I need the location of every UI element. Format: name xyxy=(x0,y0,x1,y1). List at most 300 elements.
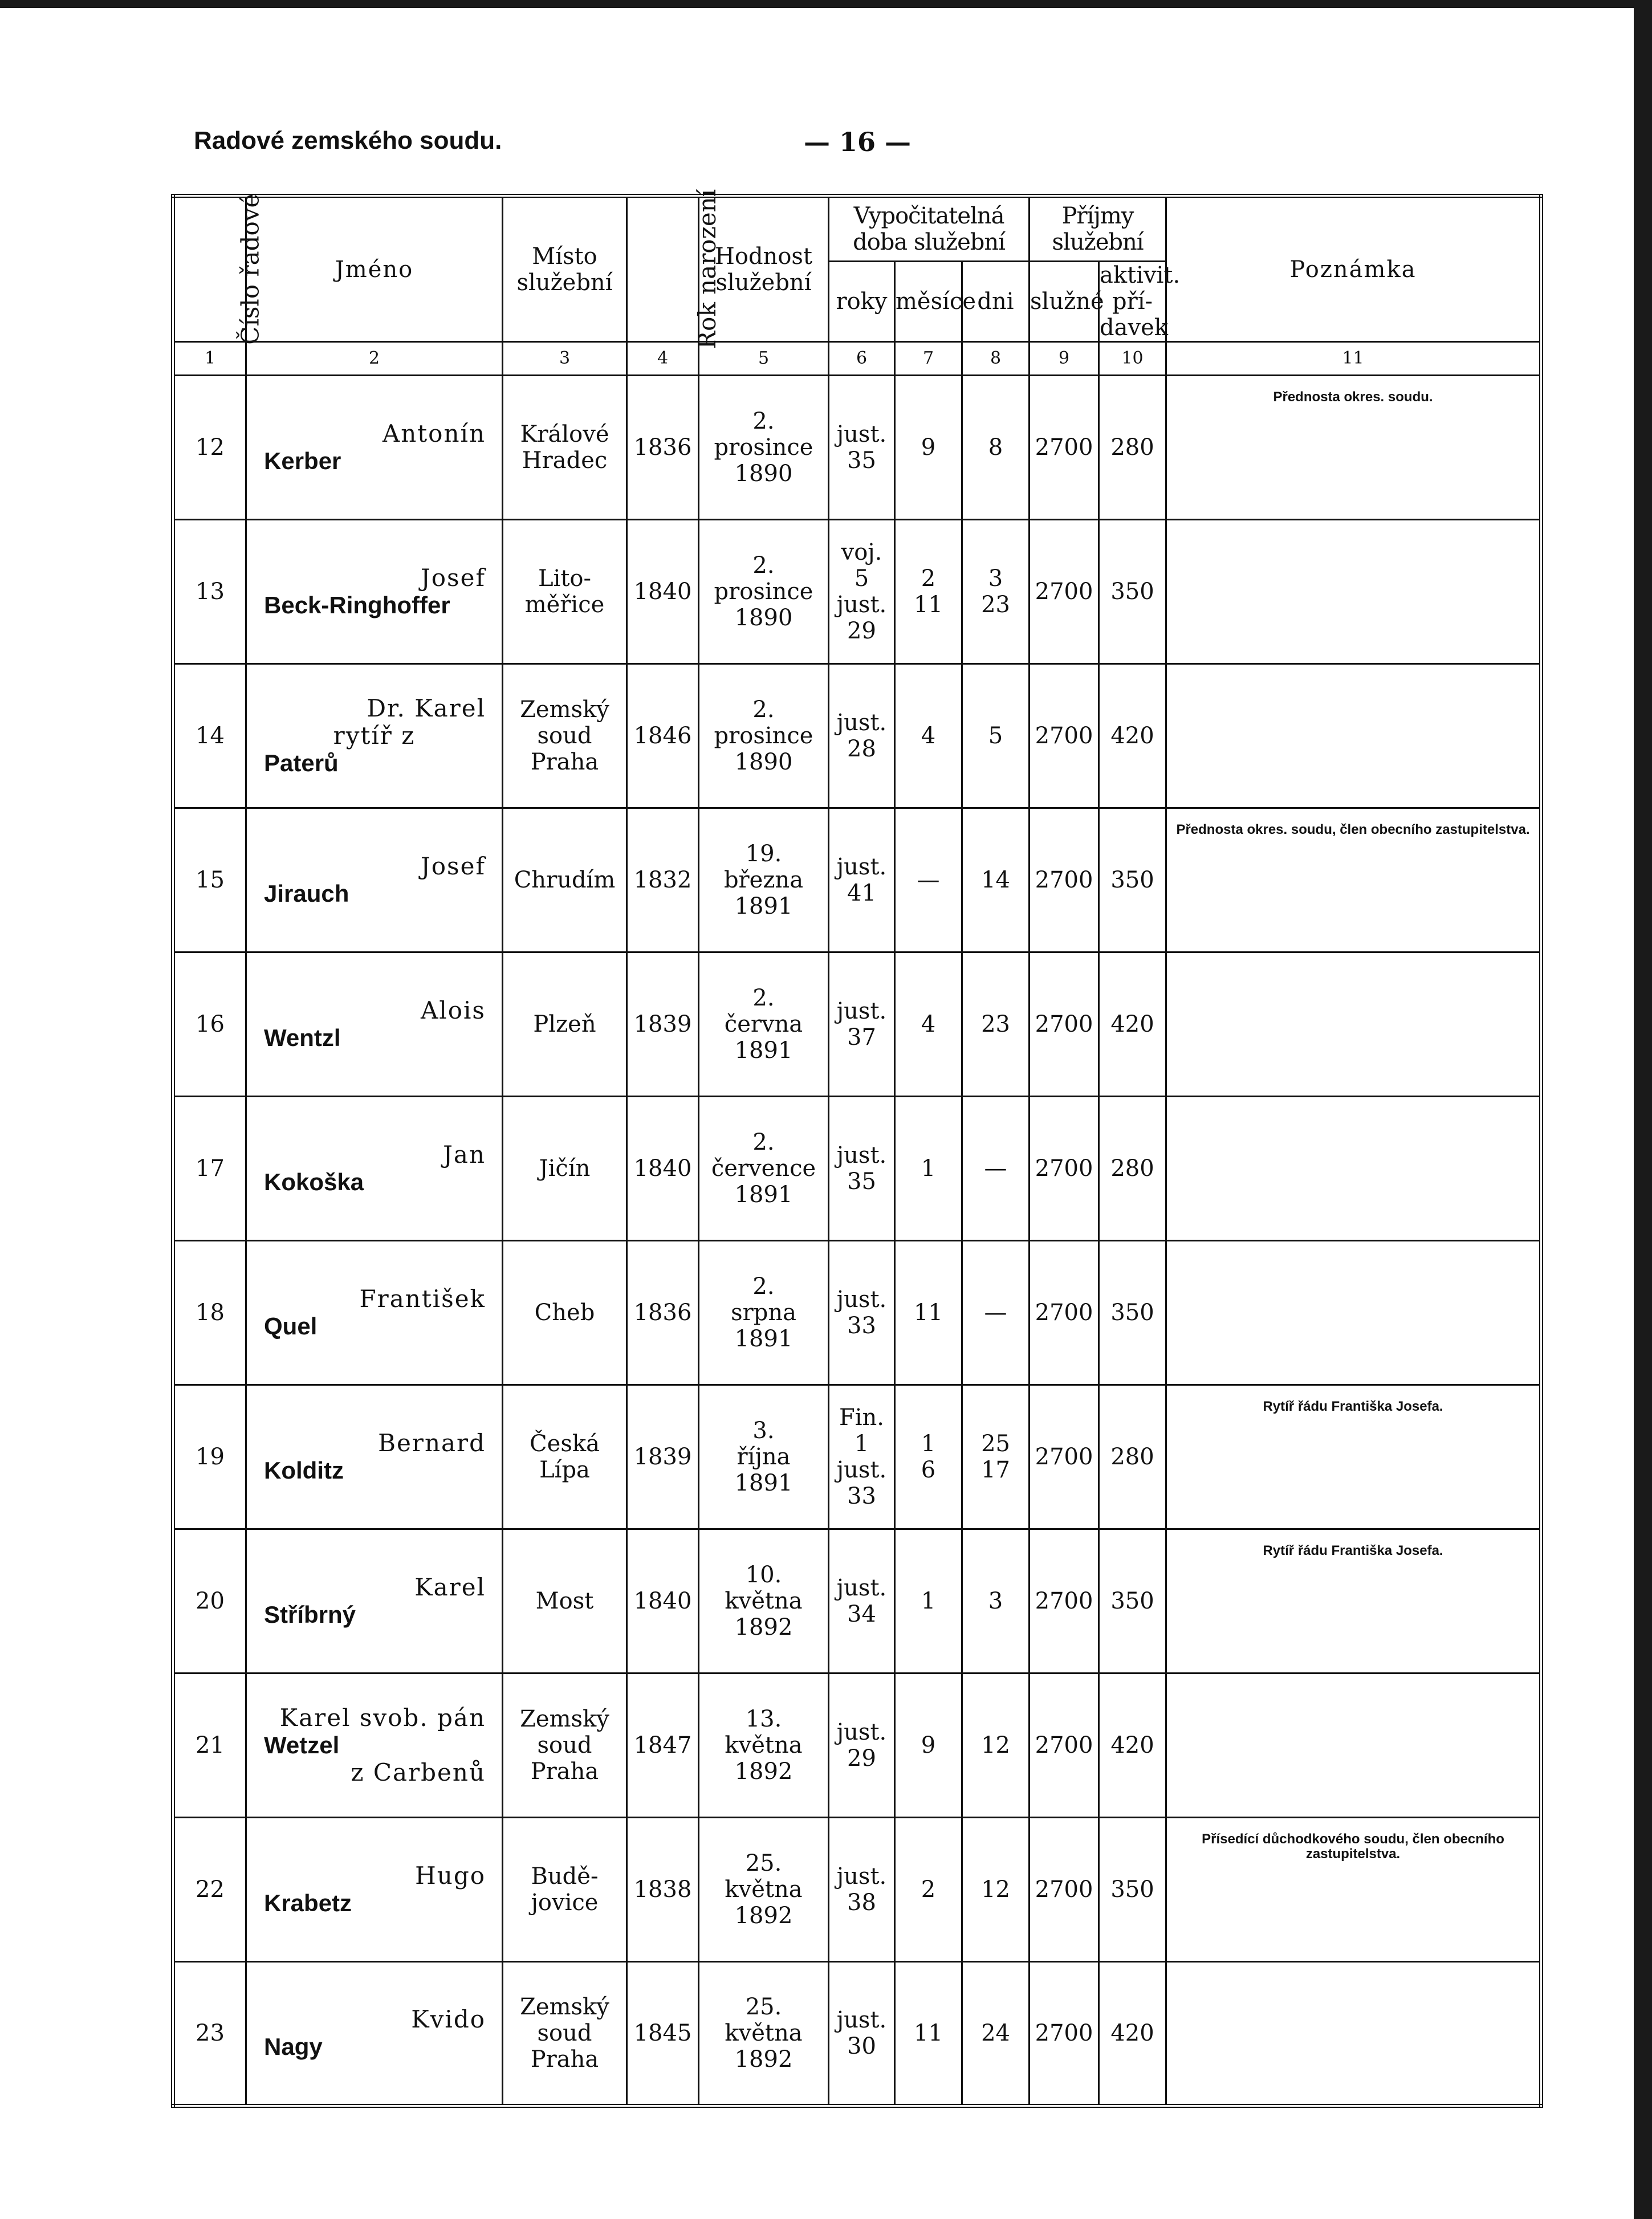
service-months-line: 4 xyxy=(921,1011,936,1037)
name-title: rytíř z xyxy=(333,721,416,750)
service-months xyxy=(895,520,962,664)
person-name xyxy=(246,1674,503,1818)
col-header-dni: dni xyxy=(962,262,1030,342)
service-years xyxy=(829,1962,895,2106)
birth-year: 1840 xyxy=(627,520,699,664)
service-place-line: Lito- xyxy=(538,565,592,592)
row-number: 17 xyxy=(173,1097,246,1241)
service-days-line: 23 xyxy=(981,1011,1010,1037)
service-place-line: Hradec xyxy=(522,447,608,474)
service-place-line: Praha xyxy=(530,1758,599,1785)
service-months-line: 9 xyxy=(921,434,936,461)
service-years-line: just. xyxy=(836,854,887,880)
rank-date xyxy=(699,1529,829,1674)
service-months xyxy=(895,1818,962,1962)
service-months xyxy=(895,808,962,952)
service-place-line: Praha xyxy=(530,2046,599,2073)
column-number: 2 xyxy=(246,342,503,376)
service-place-line: Králové xyxy=(520,421,609,447)
rank-date-line: 2. xyxy=(752,1273,775,1300)
service-months-line: 2 xyxy=(921,565,936,592)
rank-date-line: 3. xyxy=(752,1418,775,1444)
rank-date-line: 2. xyxy=(752,985,775,1011)
column-number: 3 xyxy=(503,342,627,376)
given-name: Hugo xyxy=(415,1861,486,1890)
birth-year: 1836 xyxy=(627,376,699,520)
service-days xyxy=(962,1385,1030,1529)
rank-date xyxy=(699,1818,829,1962)
allowance: 350 xyxy=(1099,808,1166,952)
birth-year: 1839 xyxy=(627,952,699,1097)
remark xyxy=(1166,520,1541,664)
service-years xyxy=(829,664,895,808)
given-name: Josef xyxy=(420,563,486,592)
col-header-vypocitatelna: Vypočitatelná doba služební xyxy=(829,196,1030,262)
service-years-line: 5 xyxy=(854,565,869,592)
service-years-line: just. xyxy=(836,421,887,447)
rank-date-line: 13. xyxy=(745,1706,782,1732)
allowance: 420 xyxy=(1099,1674,1166,1818)
service-years-line: 29 xyxy=(847,1745,876,1772)
rank-date-line: března xyxy=(723,867,804,893)
rank-date xyxy=(699,1962,829,2106)
rank-date xyxy=(699,1385,829,1529)
service-place xyxy=(503,952,627,1097)
person-name xyxy=(246,520,503,664)
salary: 2700 xyxy=(1030,520,1099,664)
rank-date xyxy=(699,808,829,952)
row-number: 19 xyxy=(173,1385,246,1529)
birth-year: 1840 xyxy=(627,1097,699,1241)
rank-date-line: 1891 xyxy=(734,1037,793,1064)
table-row xyxy=(173,1241,1541,1385)
remark-text: Rytíř řádu Františka Josefa. xyxy=(1263,1399,1443,1414)
service-months xyxy=(895,664,962,808)
row-number: 13 xyxy=(173,520,246,664)
column-number: 6 xyxy=(829,342,895,376)
rank-date-line: 1890 xyxy=(734,749,793,775)
table-row xyxy=(173,664,1541,808)
col-header-aktivit: aktivit. pří-davek xyxy=(1100,262,1181,341)
service-place-line: měřice xyxy=(524,592,605,618)
rank-date-line: 19. xyxy=(745,841,782,867)
table-row xyxy=(173,520,1541,664)
service-years-line: 29 xyxy=(847,618,876,644)
birth-year: 1847 xyxy=(627,1674,699,1818)
service-days xyxy=(962,1241,1030,1385)
rank-date-line: června xyxy=(724,1011,803,1037)
person-name xyxy=(246,1241,503,1385)
rank-date-line: 1892 xyxy=(734,1903,793,1929)
row-number: 15 xyxy=(173,808,246,952)
service-years-line: 37 xyxy=(847,1024,876,1051)
service-months xyxy=(895,1529,962,1674)
table-row xyxy=(173,1962,1541,2106)
service-years-line: 35 xyxy=(847,1168,876,1195)
table-row xyxy=(173,1385,1541,1529)
service-place-line: Jičín xyxy=(539,1155,591,1182)
salary: 2700 xyxy=(1030,1097,1099,1241)
col-header-jmeno: Jméno xyxy=(246,196,503,342)
surname: Kolditz xyxy=(264,1457,344,1484)
service-months-line: 2 xyxy=(921,1876,936,1903)
salary: 2700 xyxy=(1030,952,1099,1097)
service-days-line: 12 xyxy=(981,1732,1010,1758)
scan-border-right xyxy=(1634,0,1652,2219)
service-place-line: Zemský xyxy=(520,697,609,723)
surname: Beck-Ringhoffer xyxy=(264,592,450,618)
service-days-line: 8 xyxy=(988,434,1003,461)
salary: 2700 xyxy=(1030,1241,1099,1385)
table-row xyxy=(173,1529,1541,1674)
rank-date-line: 25. xyxy=(745,1850,782,1876)
remark-text: Přísedící důchodkového soudu, člen obecního zastupitelstva. xyxy=(1202,1831,1504,1862)
column-number: 1 xyxy=(173,342,246,376)
service-place-line: Cheb xyxy=(534,1300,595,1326)
rank-date-line: 1890 xyxy=(734,461,793,487)
service-years-line: just. xyxy=(836,998,887,1024)
person-name xyxy=(246,664,503,808)
service-years xyxy=(829,1385,895,1529)
row-number: 23 xyxy=(173,1962,246,2106)
col-header-mesice: měsíce xyxy=(895,262,962,342)
surname: Nagy xyxy=(264,2033,323,2060)
service-months xyxy=(895,1241,962,1385)
remark xyxy=(1166,1962,1541,2106)
service-place xyxy=(503,1674,627,1818)
allowance: 420 xyxy=(1099,1962,1166,2106)
column-number: 9 xyxy=(1030,342,1099,376)
service-years-line: just. xyxy=(836,1286,887,1313)
remark xyxy=(1166,1529,1541,1674)
rank-date xyxy=(699,1241,829,1385)
allowance: 350 xyxy=(1099,1529,1166,1674)
service-place xyxy=(503,520,627,664)
col-header-sluzne: služné xyxy=(1030,262,1099,342)
col-header-hodnost: Hodnost služební xyxy=(699,196,829,342)
given-name: František xyxy=(359,1284,486,1313)
service-months xyxy=(895,1385,962,1529)
rank-date-line: 1892 xyxy=(734,1614,793,1640)
rank-date xyxy=(699,1674,829,1818)
table-row xyxy=(173,1818,1541,1962)
row-number: 16 xyxy=(173,952,246,1097)
rank-date-line: 2. xyxy=(752,1129,775,1155)
service-place xyxy=(503,376,627,520)
given-name: Karel svob. pán xyxy=(279,1703,486,1732)
rank-date-line: prosince xyxy=(714,434,813,461)
rank-date-line: prosince xyxy=(714,723,813,749)
scan-border-top xyxy=(0,0,1652,8)
rank-date-line: 2. xyxy=(752,697,775,723)
service-days xyxy=(962,1529,1030,1674)
rank-date-line: 1891 xyxy=(734,1326,793,1352)
service-months xyxy=(895,1962,962,2106)
service-days-line: 14 xyxy=(981,867,1010,893)
column-number: 11 xyxy=(1166,342,1541,376)
table-row xyxy=(173,1674,1541,1818)
page-header-title: Radové zemského soudu. xyxy=(194,127,502,154)
person-name xyxy=(246,376,503,520)
remark xyxy=(1166,1097,1541,1241)
given-name: Antonín xyxy=(382,419,486,447)
col-header-prijmy: Příjmy služební xyxy=(1030,196,1166,262)
column-number-row xyxy=(173,342,1541,376)
service-years-line: just. xyxy=(836,1575,887,1601)
row-number: 20 xyxy=(173,1529,246,1674)
service-place-line: Budě- xyxy=(531,1863,599,1890)
surname: Jirauch xyxy=(264,880,349,907)
service-years-line: 38 xyxy=(847,1890,876,1916)
service-months-line: 6 xyxy=(921,1457,936,1483)
person-name xyxy=(246,1962,503,2106)
rank-date-line: prosince xyxy=(714,579,813,605)
rank-date-line: 1891 xyxy=(734,1182,793,1208)
rank-date xyxy=(699,376,829,520)
service-place-line: jovice xyxy=(531,1890,599,1916)
service-months-line: 1 xyxy=(921,1155,936,1182)
service-place-line: Chrudím xyxy=(514,867,616,893)
rank-date-line: 1891 xyxy=(734,893,793,919)
service-years-line: 41 xyxy=(847,880,876,906)
service-place xyxy=(503,1962,627,2106)
rank-date xyxy=(699,664,829,808)
service-days-line: 12 xyxy=(981,1876,1010,1903)
row-number: 12 xyxy=(173,376,246,520)
service-place xyxy=(503,808,627,952)
service-years xyxy=(829,1097,895,1241)
service-days-line: 25 xyxy=(981,1431,1010,1457)
birth-year: 1836 xyxy=(627,1241,699,1385)
service-months-line: 4 xyxy=(921,723,936,749)
remark xyxy=(1166,376,1541,520)
service-months xyxy=(895,376,962,520)
surname: Kokoška xyxy=(264,1168,364,1195)
rank-date-line: 1892 xyxy=(734,2046,793,2073)
service-years-line: 30 xyxy=(847,2033,876,2059)
allowance: 420 xyxy=(1099,952,1166,1097)
remark xyxy=(1166,1818,1541,1962)
service-days-line: 3 xyxy=(988,565,1003,592)
service-days xyxy=(962,808,1030,952)
service-years-line: just. xyxy=(836,592,887,618)
service-place-line: Česká xyxy=(530,1431,600,1457)
service-months xyxy=(895,1097,962,1241)
given-name: Alois xyxy=(420,996,486,1024)
given-name: Dr. Karel xyxy=(367,694,486,722)
page-number: — 16 — xyxy=(804,127,912,157)
service-days xyxy=(962,664,1030,808)
service-years-line: just. xyxy=(836,1142,887,1168)
birth-year: 1838 xyxy=(627,1818,699,1962)
service-place-line: soud xyxy=(537,723,592,749)
rank-date xyxy=(699,520,829,664)
service-place xyxy=(503,1097,627,1241)
person-name xyxy=(246,952,503,1097)
salary: 2700 xyxy=(1030,1674,1099,1818)
service-years-line: 33 xyxy=(847,1313,876,1339)
row-number: 14 xyxy=(173,664,246,808)
given-name: Jan xyxy=(443,1140,486,1168)
service-days xyxy=(962,1962,1030,2106)
register-table xyxy=(171,189,1543,2108)
allowance: 280 xyxy=(1099,1097,1166,1241)
person-name xyxy=(246,1097,503,1241)
service-years xyxy=(829,1818,895,1962)
person-name xyxy=(246,1529,503,1674)
col-header-poznamka: Poznámka xyxy=(1166,196,1541,342)
service-place-line: Praha xyxy=(530,749,599,775)
col-header-rok: Rok narození xyxy=(627,196,699,342)
col-header-cislo: Číslo řadové xyxy=(173,196,246,342)
surname: Wentzl xyxy=(264,1024,341,1051)
service-place-line: Lípa xyxy=(539,1457,590,1483)
allowance: 350 xyxy=(1099,1818,1166,1962)
rank-date-line: 10. xyxy=(745,1562,782,1588)
rank-date-line: května xyxy=(725,2020,803,2046)
service-years xyxy=(829,1674,895,1818)
service-months-line: 1 xyxy=(921,1431,936,1457)
service-place-line: Most xyxy=(535,1588,594,1614)
column-number: 4 xyxy=(627,342,699,376)
remark-text: Přednosta okres. soudu. xyxy=(1273,389,1433,405)
remark-text: Přednosta okres. soudu, člen obecního zastupitelstva. xyxy=(1176,822,1530,837)
birth-year: 1832 xyxy=(627,808,699,952)
rank-date-line: 25. xyxy=(745,1994,782,2020)
remark-text: Rytíř řádu Františka Josefa. xyxy=(1263,1543,1443,1558)
table-row xyxy=(173,1097,1541,1241)
allowance: 280 xyxy=(1099,376,1166,520)
service-years-line: 35 xyxy=(847,447,876,474)
row-number: 21 xyxy=(173,1674,246,1818)
surname: Quel xyxy=(264,1313,318,1339)
rank-date-line: 1892 xyxy=(734,1758,793,1785)
given-name: Karel xyxy=(414,1573,486,1601)
service-days-line: — xyxy=(984,1300,1007,1326)
person-name xyxy=(246,1818,503,1962)
rank-date-line: května xyxy=(725,1876,803,1903)
remark xyxy=(1166,664,1541,808)
rank-date xyxy=(699,1097,829,1241)
service-years xyxy=(829,1241,895,1385)
surname: Wetzel xyxy=(264,1731,340,1758)
service-place xyxy=(503,1529,627,1674)
service-days xyxy=(962,520,1030,664)
surname: Krabetz xyxy=(264,1890,352,1916)
service-place xyxy=(503,1241,627,1385)
salary: 2700 xyxy=(1030,808,1099,952)
service-months-line: — xyxy=(917,867,940,893)
service-years-line: 33 xyxy=(847,1483,876,1509)
birth-year: 1846 xyxy=(627,664,699,808)
given-name: Josef xyxy=(420,852,486,880)
col-header-misto: Místo služební xyxy=(503,196,627,342)
rank-date-line: května xyxy=(725,1588,803,1614)
service-days-line: 17 xyxy=(981,1457,1010,1483)
table-row xyxy=(173,952,1541,1097)
service-place xyxy=(503,1818,627,1962)
service-years xyxy=(829,808,895,952)
allowance: 350 xyxy=(1099,1241,1166,1385)
remark xyxy=(1166,1385,1541,1529)
surname: Paterů xyxy=(264,750,339,777)
rank-date-line: 1890 xyxy=(734,605,793,631)
service-days-line: 5 xyxy=(988,723,1003,749)
surname: Kerber xyxy=(264,447,341,474)
service-days xyxy=(962,1674,1030,1818)
service-days-line: 24 xyxy=(981,2020,1010,2046)
remark xyxy=(1166,808,1541,952)
service-place xyxy=(503,664,627,808)
column-number: 5 xyxy=(699,342,829,376)
rank-date-line: srpna xyxy=(731,1300,796,1326)
service-years-line: just. xyxy=(836,1719,887,1745)
service-place-line: Zemský xyxy=(520,1994,609,2020)
service-years xyxy=(829,952,895,1097)
service-days xyxy=(962,1818,1030,1962)
service-place-line: soud xyxy=(537,2020,592,2046)
allowance: 280 xyxy=(1099,1385,1166,1529)
birth-year: 1840 xyxy=(627,1529,699,1674)
birth-year: 1839 xyxy=(627,1385,699,1529)
table-row xyxy=(173,376,1541,520)
rank-date-line: července xyxy=(711,1155,816,1182)
service-days-line: 3 xyxy=(988,1588,1003,1614)
remark xyxy=(1166,1674,1541,1818)
given-name: Bernard xyxy=(378,1428,486,1457)
rank-date-line: 2. xyxy=(752,552,775,579)
col-header-roky: roky xyxy=(829,262,895,342)
column-number: 10 xyxy=(1099,342,1166,376)
service-months xyxy=(895,952,962,1097)
person-name xyxy=(246,1385,503,1529)
service-months-line: 11 xyxy=(914,592,943,618)
service-days xyxy=(962,952,1030,1097)
table-row xyxy=(173,808,1541,952)
service-years-line: Fin. xyxy=(839,1404,885,1431)
service-years-line: 1 xyxy=(854,1431,869,1457)
surname: Stříbrný xyxy=(264,1601,356,1628)
service-days xyxy=(962,376,1030,520)
service-years-line: voj. xyxy=(841,539,882,565)
service-place-line: Plzeň xyxy=(533,1011,596,1037)
service-months-line: 11 xyxy=(914,2020,943,2046)
service-months-line: 9 xyxy=(921,1732,936,1758)
allowance: 420 xyxy=(1099,664,1166,808)
column-number: 7 xyxy=(895,342,962,376)
service-months-line: 1 xyxy=(921,1588,936,1614)
remark xyxy=(1166,1241,1541,1385)
salary: 2700 xyxy=(1030,376,1099,520)
service-years-line: just. xyxy=(836,710,887,736)
rank-date-line: května xyxy=(725,1732,803,1758)
service-years xyxy=(829,1529,895,1674)
rank-date-line: 2. xyxy=(752,408,775,434)
rank-date-line: října xyxy=(737,1444,791,1470)
name-title: z Carbenů xyxy=(351,1758,486,1787)
service-years xyxy=(829,520,895,664)
remark xyxy=(1166,952,1541,1097)
person-name xyxy=(246,808,503,952)
service-years-line: 28 xyxy=(847,736,876,762)
service-months xyxy=(895,1674,962,1818)
service-years-line: just. xyxy=(836,1457,887,1483)
salary: 2700 xyxy=(1030,1818,1099,1962)
salary: 2700 xyxy=(1030,664,1099,808)
column-number: 8 xyxy=(962,342,1030,376)
service-place xyxy=(503,1385,627,1529)
service-years-line: just. xyxy=(836,2007,887,2033)
